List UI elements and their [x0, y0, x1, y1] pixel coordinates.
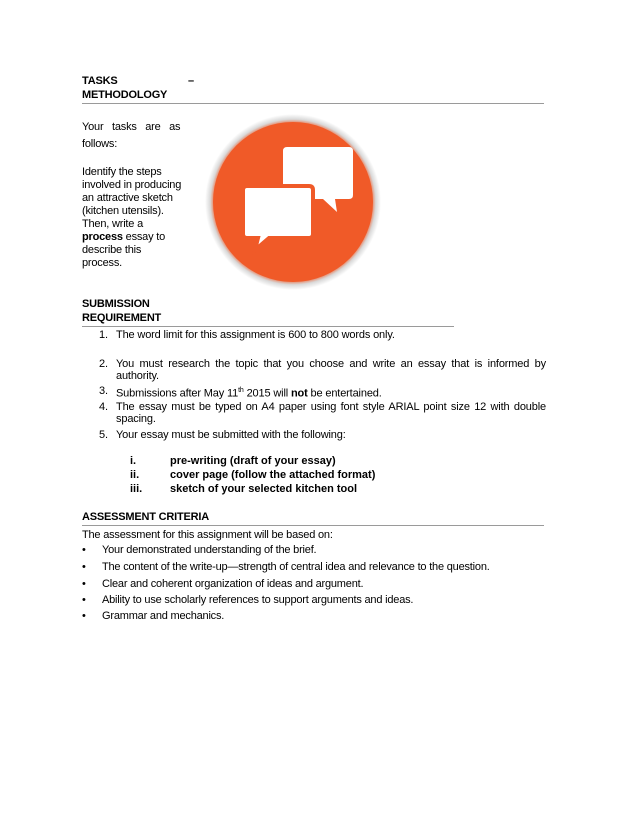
desc-line: describe this: [82, 244, 142, 256]
assessment-intro: The assessment for this assignment will be based on:: [82, 529, 333, 541]
list-item: • Your demonstrated understanding of the brief.: [82, 544, 317, 556]
desc-line: Then, write a: [82, 218, 143, 230]
tasks-intro-line2: follows:: [82, 138, 118, 150]
list-item: 5. Your essay must be submitted with the following:: [99, 428, 346, 441]
tasks-intro-line1: Your tasks are as: [82, 121, 181, 133]
tasks-description: [82, 166, 198, 270]
list-item: 1. The word limit for this assignment is 600 to 800 words only.: [99, 329, 395, 341]
process-word: process: [82, 231, 123, 243]
assessment-heading: ASSESSMENT CRITERIA: [82, 511, 209, 523]
desc-line: (kitchen utensils).: [82, 205, 164, 217]
list-item: • Grammar and mechanics.: [82, 610, 225, 622]
desc-line-process: [82, 231, 198, 244]
sub-item: i. pre-writing (draft of your essay): [130, 455, 336, 467]
sub-item: ii. cover page (follow the attached format): [130, 469, 376, 481]
submission-list: [82, 329, 546, 441]
list-item: • Clear and coherent organization of ideas and argument.: [82, 578, 364, 590]
requirement-heading: REQUIREMENT: [82, 312, 162, 324]
desc-line: an attractive sketch: [82, 192, 173, 204]
methodology-heading: METHODOLOGY: [82, 89, 168, 101]
list-item: 4. The essay must be typed on A4 paper using font style ARIAL point size 12 with double spacing.: [99, 400, 546, 426]
tasks-heading-dash: –: [188, 75, 194, 87]
desc-line: involved in producing: [82, 179, 182, 191]
list-item: 3. Submissions after May 11th 2015 will not be entertained.: [99, 384, 382, 400]
list-item: 2. You must research the topic that you choose and write an essay that is informed by authority.: [99, 357, 546, 382]
desc-after-bold: essay to: [122, 231, 166, 243]
submission-heading: SUBMISSION: [82, 298, 150, 310]
chat-bubbles-icon: [203, 112, 383, 292]
tasks-rule: [82, 103, 544, 104]
tasks-heading-word: TASKS: [82, 75, 118, 87]
desc-line: process.: [82, 257, 122, 269]
list-item: • Ability to use scholarly references to support arguments and ideas.: [82, 594, 414, 606]
sub-item: iii. sketch of your selected kitchen tool: [130, 483, 358, 495]
desc-line: Identify the steps: [82, 166, 162, 178]
submission-rule: [82, 326, 454, 327]
list-item: • The content of the write-up—strength of central idea and relevance to the question.: [82, 561, 490, 573]
tasks-heading: [82, 74, 117, 89]
assessment-rule: [82, 525, 544, 526]
